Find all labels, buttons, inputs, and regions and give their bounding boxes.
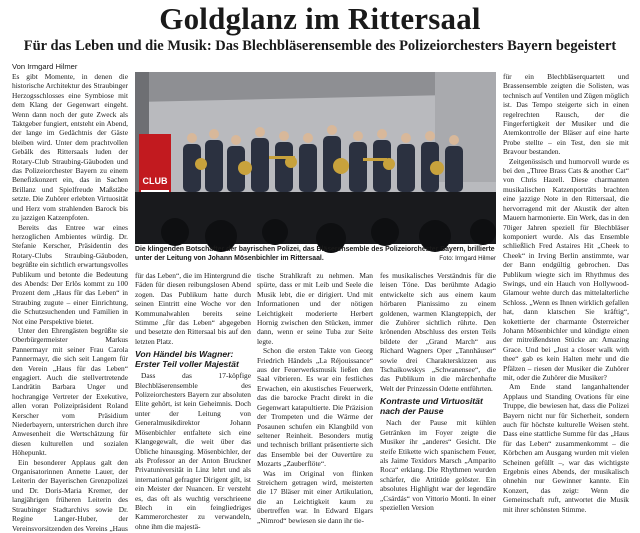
paragraph: für ein Blechbläserquartett und Brassensemble zeigten die Solisten, was technisch auf Ventilen und Zügen möglich ist. Das Tempo steigerte sich in einen regelrechten Rausch, der die Fingerfertigkeit der Musiker und die Atemkontrolle der Bläser auf eine harte Probe stellte – ein Test, den sie mit Bravour bestanden. xyxy=(503,72,629,157)
caption-text: Die klingenden Botschafter der bayrischen Polizei, das Bläserensemble des Polizeiorchester Bayern, brillierte unter der Leitung von Johann Mösenbichler im Rittersaal. xyxy=(135,246,495,262)
paragraph: Bereits das Entree war eines herzoglichen Ambientes würdig. Dr. Stefanie Kerscher, Präsidentin des Rotary-Clubs Straubing-Gäuboden, begrüßte ein sichtlich erwartungsvolles Publikum und betonte die Bedeutung des Abends: Der Erlös kommt zu 100 Prozent dem „Haus für das Leben“ in Straubing zugute – einer Einrichtung, die Schutzsuchenden und Familien in Not eine Perspektive bietet. xyxy=(12,222,128,326)
paragraph: Ein besonderer Applaus galt den Organisatorinnen Annette Lauer, der Leiterin der Bayerischen Grenzpolizei und Dr. Doris-Maria Kremer, der langjährigen früheren Leiterin des Straubinger Stadtarchivs sowie Dr. Regine Langer-Huber, der Vereinsvorsitzenden des Vereins „Haus xyxy=(12,457,128,533)
concert-photo-illustration xyxy=(135,72,496,244)
headline: Goldglanz im Rittersaal xyxy=(159,1,481,36)
byline: Von Irmgard Hilmer xyxy=(12,62,78,71)
subheadline: Für das Leben und die Musik: Das Blechbläserensemble des Polizeiorchesters Bayern begeistert xyxy=(23,38,617,54)
paragraph: fes musikalisches Verständnis für die leisen Töne. Das berühmte Adagio entwickelte sich aus einem kaum hörbaren Pianissimo zu einem goldenen, warmen Klangteppich, der die Zuhörer sichtlich rührte. Den krönenden Abschluss des ersten Teils bildete der „Grand March“ aus Richard Wagners Oper „Tannhäuser“ sowie drei Charakterskizzen aus Tschaikowskys „Schwanensee“, die das Publikum in die märchenhafte Welt der Prinzessin Odette entführten. xyxy=(380,271,496,393)
paragraph: tische Strahlkraft zu nehmen. Man spürte, dass er mit Leib und Seele die Musik lebt, die er dirigiert. Und mit Informationen und der nötigen Leichtigkeit moderierte Herbert Hornig zwischen den Stücken, immer dann, wenn er seine Tuba zur Seite legte. xyxy=(257,271,373,346)
photo-credit: Foto: Irmgard Hilmer xyxy=(439,254,496,262)
article-column-3 xyxy=(257,271,373,525)
club-banner-text: CLUB xyxy=(142,176,168,186)
article-column-1 xyxy=(12,72,128,533)
article-column-5 xyxy=(503,72,629,514)
paragraph: Dass das 17-köpfige Blechbläserensemble des Polizeiorchesters Bayern zur absoluten Elite gehört, ist kein Geheimnis. Doch unter der Leitung von Generalmusikdirektor Johann Mösenbichler entfaltete sich eine Klangegewalt, die weit über das Übliche hinausging. Mösenbichler, der als Professor an der Anton Bruckner Privatuniversität in Linz lehrt und als international gefragter Dirigent gilt, ist ein Meister der Nuancen. Er versteht es, das oft als wuchtig verschrieene Blech in ein feingliedriges Kammerorchester zu verwandeln, ohne ihm die majestä- xyxy=(135,371,251,531)
article-column-4 xyxy=(380,271,496,512)
paragraph: Unter den Ehrengästen begrüßte sie Oberbürgermeister Markus Pannermayr mit seiner Frau Carola Pannermayr, die sich seit Langem für den Verein „Haus für das Leben“ engagiert. Auch die stellvertretende Landrätin Barbara Unger und hochrangige Vertreter der Exekutive, allen voran Polizeipräsident Roland Kerscher vom Präsidium Niederbayern, unterstrichen durch ihre Anwesenheit die Wertschätzung für diesen kulturellen und sozialen Höhepunkt. xyxy=(12,325,128,458)
subheading: Von Händel bis Wagner: Erster Teil voller Majestät xyxy=(135,349,239,370)
paragraph: Nach der Pause mit kühlen Getränken im Foyer zeigte die Musiker ihr „anderes“ Gesicht. Die steife Etikette wich spanischem Feuer, als Jaime Texidors Marsch „Amparito Roca“ erklang. Die Rhythmen wurden schärfer, die Attitüde gelöster. Ein absolutes Highlight war der legendäre „Csárdás“ von Vittorio Monti. In einer speziellen Version xyxy=(380,418,496,512)
concert-photo xyxy=(135,72,496,244)
paragraph: Was im Original von flinken Streichern getragen wird, meisterten die 17 Bläser mit einer Artikulation, die an Leichtigkeit kaum zu übertreffen war. In Edward Elgars „Nimrod“ bewiesen sie dann ihr tie- xyxy=(257,468,373,525)
paragraph: Schon die ersten Takte von Georg Friedrich Händels „La Réjouissance“ aus der Feuerwerksmusik ließen den Saal vibrieren. Es war ein festliches Erwachen, ein akustisches Feuerwerk, das die barocke Pracht direkt in die Gegenwart katapultierte. Die Präzision der Trompeten und die Wärme der Posaunen schufen ein Klangbild von seltener Reinheit. Besonders mutig und technisch brillant präsentierte sich das Ensemble bei der Ouvertüre zu Mozarts „Zauberflöte“. xyxy=(257,346,373,469)
paragraph: für das Leben“, die im Hintergrund die Fäden für diesen reibungslosen Abend zogen. Das Publikum hatte durch seinen Eintritt eine Woche vor den Kommunalwahlen bereits seine Stimme „für das Leben“ abgegeben und besetzte den Rittersaal bis auf den letzten Platz. xyxy=(135,271,251,346)
subheading: Kontraste und Virtuosität nach der Pause xyxy=(380,396,483,417)
paragraph: Zeitgenössisch und humorvoll wurde es bei den „Three Brass Cats & another Cat“ von Chris Hazell. Diese charmanten musikalischen Katzenporträts brachten eine jazzige Note in den Rittersaal, die hervorragend mit der Akustik der alten Mauern harmonierte. Ein Werk, das in den 70iger Jahren speziell für Blechbläser komponiert wurde. Als das Ensemble schließlich Fred Astaires Hit „Cheek to Cheek“ in Irving Berlin anstimmte, war der Bann endgültig gebrochen. Das Publikum wiegte sich im Rhythmus des Swings, und ein Hauch von Hollywood-Glamour wehte durch das mittelalterliche Schloss. „Wenn es Ihnen wirklich gefallen hat, dann klatschen Sie kräftig“, kokettierte der charmante Österreicher Johann Mösenbichler und kündigte einen der mitreißendsten Stücke an: Amazing Grace. Und bei „Just a closer walk with thee“ gab es kein Halten mehr und die Pfälzen – riesen der Musiker die Zuhörer mit, oder die Zuhörer die Musiker? xyxy=(503,156,629,382)
paragraph: Es gibt Momente, in denen die historische Architektur des Straubinger Herzogsschlosses eine Symbiose mit dem Klang der Gegenwart eingeht. Wenn dann noch der gute Zweck als Taktgeber fungiert, entsteht ein Abend, der lange im Gedächtnis der Gäste bleiben wird. Unter dem prachtvollen Gebälk des Rittersaals luden der Rotary-Club Straubing-Gäuboden und das Polizeiorchester Bayern zu einem Benefizkonzert ein, das in Sachen Brillanz und Spielfreude Maßstäbe setzte. Die Zuhörer erlebten Virtuosität und Herz vom strahlenden Barock bis zu jazzigen Katzenpfoten. xyxy=(12,72,128,223)
article-column-2 xyxy=(135,271,251,531)
photo-caption xyxy=(135,246,496,263)
paragraph: Am Ende stand langanhaltender Applaus und Standing Ovations für eine Truppe, die bewiesen hat, dass die Polizei Bayern nicht nur für Sicherheit, sondern auch für höchste kulturelle Weisen steht. Dass eine stattliche Summe für das „Haus für das Leben“ zusammenkommt – die Körbchen am Ausgang wurden mit vielen Scheinen gefüllt –, war das wichtigste Ergebnis eines Abends, der musikalisch ohnehin nur Gewinner kannte. Ein Konzert, das zeigt: Wenn die Gemeinschaft ruft, antwortet die Musik mit ihrer schönsten Stimme. xyxy=(503,382,629,514)
